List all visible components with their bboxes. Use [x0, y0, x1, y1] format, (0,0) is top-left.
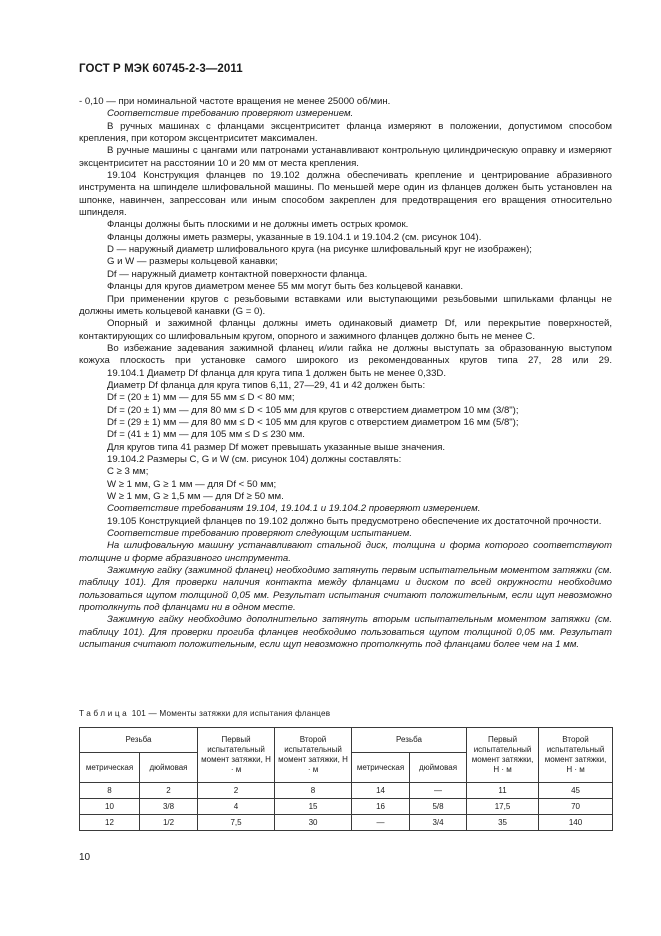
paragraph: Df — наружный диаметр контактной поверхности фланца.: [107, 268, 368, 280]
cell: —: [410, 783, 467, 799]
header-metric: метрическая: [352, 753, 410, 783]
cell: 4: [198, 799, 275, 815]
paragraph: Df = (20 ± 1) мм — для 80 мм ≤ D < 105 мм для кругов с отверстием диаметром 10 мм (3/8");: [107, 404, 519, 416]
paragraph: 19.104.1 Диаметр Df фланца для круга типа 1 должен быть не менее 0,33D.: [107, 367, 447, 379]
body-text: [79, 96, 612, 651]
paragraph: - 0,10 — при номинальной частоте вращения не менее 25000 об/мин.: [79, 96, 391, 107]
cell: 45: [539, 783, 613, 799]
paragraph: D — наружный диаметр шлифовального круга (на рисунке шлифовальный круг не изображен);: [107, 244, 532, 256]
paragraph: При применении кругов с резьбовыми вставками или выступающими резьбовыми шпильками фланцы не должны иметь кольцевой канавки (G = 0).: [79, 293, 612, 317]
paragraph: G и W — размеры кольцевой канавки;: [107, 256, 278, 268]
cell: 17,5: [467, 799, 539, 815]
paragraph: Зажимную гайку необходимо дополнительно затянуть вторым испытательным моментом затяжки (см. таблицу 101). Для проверки прогиба фланцев необходимо пользоваться щупом толщиной 0,05 мм. Результат испытания считают положительным, если щуп невозможно протолкнуть под фланцами более чем на 1 мм.: [79, 614, 612, 651]
paragraph: В ручные машины с цангами или патронами устанавливают контрольную цилиндрическую оправку и измеряют эксцентриситет на расстоянии 10 и 20 мм от места крепления.: [79, 145, 612, 169]
cell: 140: [539, 815, 613, 831]
cell: 5/8: [410, 799, 467, 815]
cell: 8: [275, 783, 352, 799]
table-row: [80, 783, 613, 799]
header-inch: дюймовая: [140, 753, 198, 783]
cell: 7,5: [198, 815, 275, 831]
paragraph: Соответствие требованиям 19.104, 19.104.1 и 19.104.2 проверяют измерением.: [107, 503, 481, 515]
table-row: [80, 799, 613, 815]
paragraph: В ручных машинах с фланцами эксцентриситет фланца измеряют в положении, допустимом способом крепления, при котором эксцентриситет максимален.: [79, 120, 612, 145]
paragraph: 19.104.2 Размеры C, G и W (см. рисунок 104) должны составлять:: [107, 453, 402, 465]
header-thread: Резьба: [352, 728, 467, 753]
paragraph: Для кругов типа 41 размер Df может превышать указанные выше значения.: [107, 441, 446, 453]
header-first-torque: Первый испытательный момент затяжки, Н · м: [198, 728, 275, 783]
paragraph: Соответствие требованию проверяют измерением.: [107, 108, 354, 120]
paragraph: Фланцы должны иметь размеры, указанные в 19.104.1 и 19.104.2 (см. рисунок 104).: [107, 231, 482, 243]
paragraph: Опорный и зажимной фланцы должны иметь одинаковый диаметр Df, или перекрытие поверхностей, контактирующих со шлифовальным кругом, опорного и зажимного фланцев должно быть не менее C.: [79, 318, 612, 342]
torque-table: [79, 727, 613, 831]
paragraph: Соответствие требованию проверяют следующим испытанием.: [107, 528, 413, 540]
cell: 70: [539, 799, 613, 815]
paragraph: Df = (29 ± 1) мм — для 80 мм ≤ D < 105 мм для кругов с отверстием диаметром 16 мм (5/8");: [107, 416, 519, 428]
cell: 3/4: [410, 815, 467, 831]
header-thread: Резьба: [80, 728, 198, 753]
paragraph: Df = (41 ± 1) мм — для 105 мм ≤ D ≤ 230 мм.: [107, 429, 305, 441]
page-header: ГОСТ Р МЭК 60745-2-3—2011: [79, 63, 243, 75]
cell: 35: [467, 815, 539, 831]
header-first-torque: Первый испытательный момент затяжки, Н · м: [467, 728, 539, 783]
paragraph: 19.104 Конструкция фланцев по 19.102 должна обеспечивать крепление и центрирование абразивного инструмента на шпинделе шлифовальной машины. По меньшей мере один из фланцев должен быть установлен на шпонке, навинчен, запрессован или иным способом закреплен для предотвращения его вращения относительно шпинделя.: [79, 170, 612, 219]
table-caption-text: 101 — Моменты затяжки для испытания фланцев: [131, 709, 331, 718]
cell: 10: [80, 799, 140, 815]
table-caption: [79, 709, 330, 718]
header-second-torque: Второй испытательный момент затяжки, Н · м: [275, 728, 352, 783]
paragraph: W ≥ 1 мм, G ≥ 1 мм — для Df < 50 мм;: [107, 478, 277, 490]
cell: 16: [352, 799, 410, 815]
paragraph: 19.105 Конструкцией фланцев по 19.102 должно быть предусмотрено обеспечение их достаточной прочности.: [107, 515, 602, 527]
cell: 30: [275, 815, 352, 831]
page-number: 10: [79, 852, 91, 863]
table-caption-word: Таблица: [79, 709, 130, 718]
cell: 14: [352, 783, 410, 799]
paragraph: Df = (20 ± 1) мм — для 55 мм ≤ D < 80 мм;: [107, 392, 295, 404]
cell: 15: [275, 799, 352, 815]
cell: 12: [80, 815, 140, 831]
table-row: [80, 815, 613, 831]
paragraph: Во избежание задевания зажимной фланец и/или гайка не должны выступать за образованную выступом кожуха плоскость при установке самого широкого из рекомендованных кругов типа 27, 28 или 29.: [79, 342, 612, 367]
paragraph: Фланцы должны быть плоскими и не должны иметь острых кромок.: [107, 219, 409, 231]
header-inch: дюймовая: [410, 753, 467, 783]
cell: 3/8: [140, 799, 198, 815]
cell: 2: [140, 783, 198, 799]
paragraph: Зажимную гайку (зажимной фланец) необходимо затянуть первым испытательным моментом затяжки (см. таблицу 101). Для проверки наличия контакта между фланцами и диском по всей окружности необходимо пользоваться щупом толщиной 0,05 мм. Результат испытания считают положительным, если щуп невозможно протолкнуть под фланцами ни в одном месте.: [79, 565, 612, 614]
paragraph: C ≥ 3 мм;: [107, 466, 149, 478]
paragraph: Диаметр Df фланца для круга типов 6,11, 27—29, 41 и 42 должен быть:: [107, 379, 426, 391]
cell: 2: [198, 783, 275, 799]
cell: 1/2: [140, 815, 198, 831]
paragraph: Фланцы для кругов диаметром менее 55 мм могут быть без кольцевой канавки.: [107, 281, 464, 293]
paragraph: W ≥ 1 мм, G ≥ 1,5 мм — для Df ≥ 50 мм.: [107, 491, 284, 502]
cell: 8: [80, 783, 140, 799]
header-metric: метрическая: [80, 753, 140, 783]
paragraph: На шлифовальную машину устанавливают стальной диск, толщина и форма которого соответствуют толщине и форме абразивного инструмента.: [79, 540, 612, 564]
cell: —: [352, 815, 410, 831]
cell: 11: [467, 783, 539, 799]
header-second-torque: Второй испытательный момент затяжки, Н · м: [539, 728, 613, 783]
